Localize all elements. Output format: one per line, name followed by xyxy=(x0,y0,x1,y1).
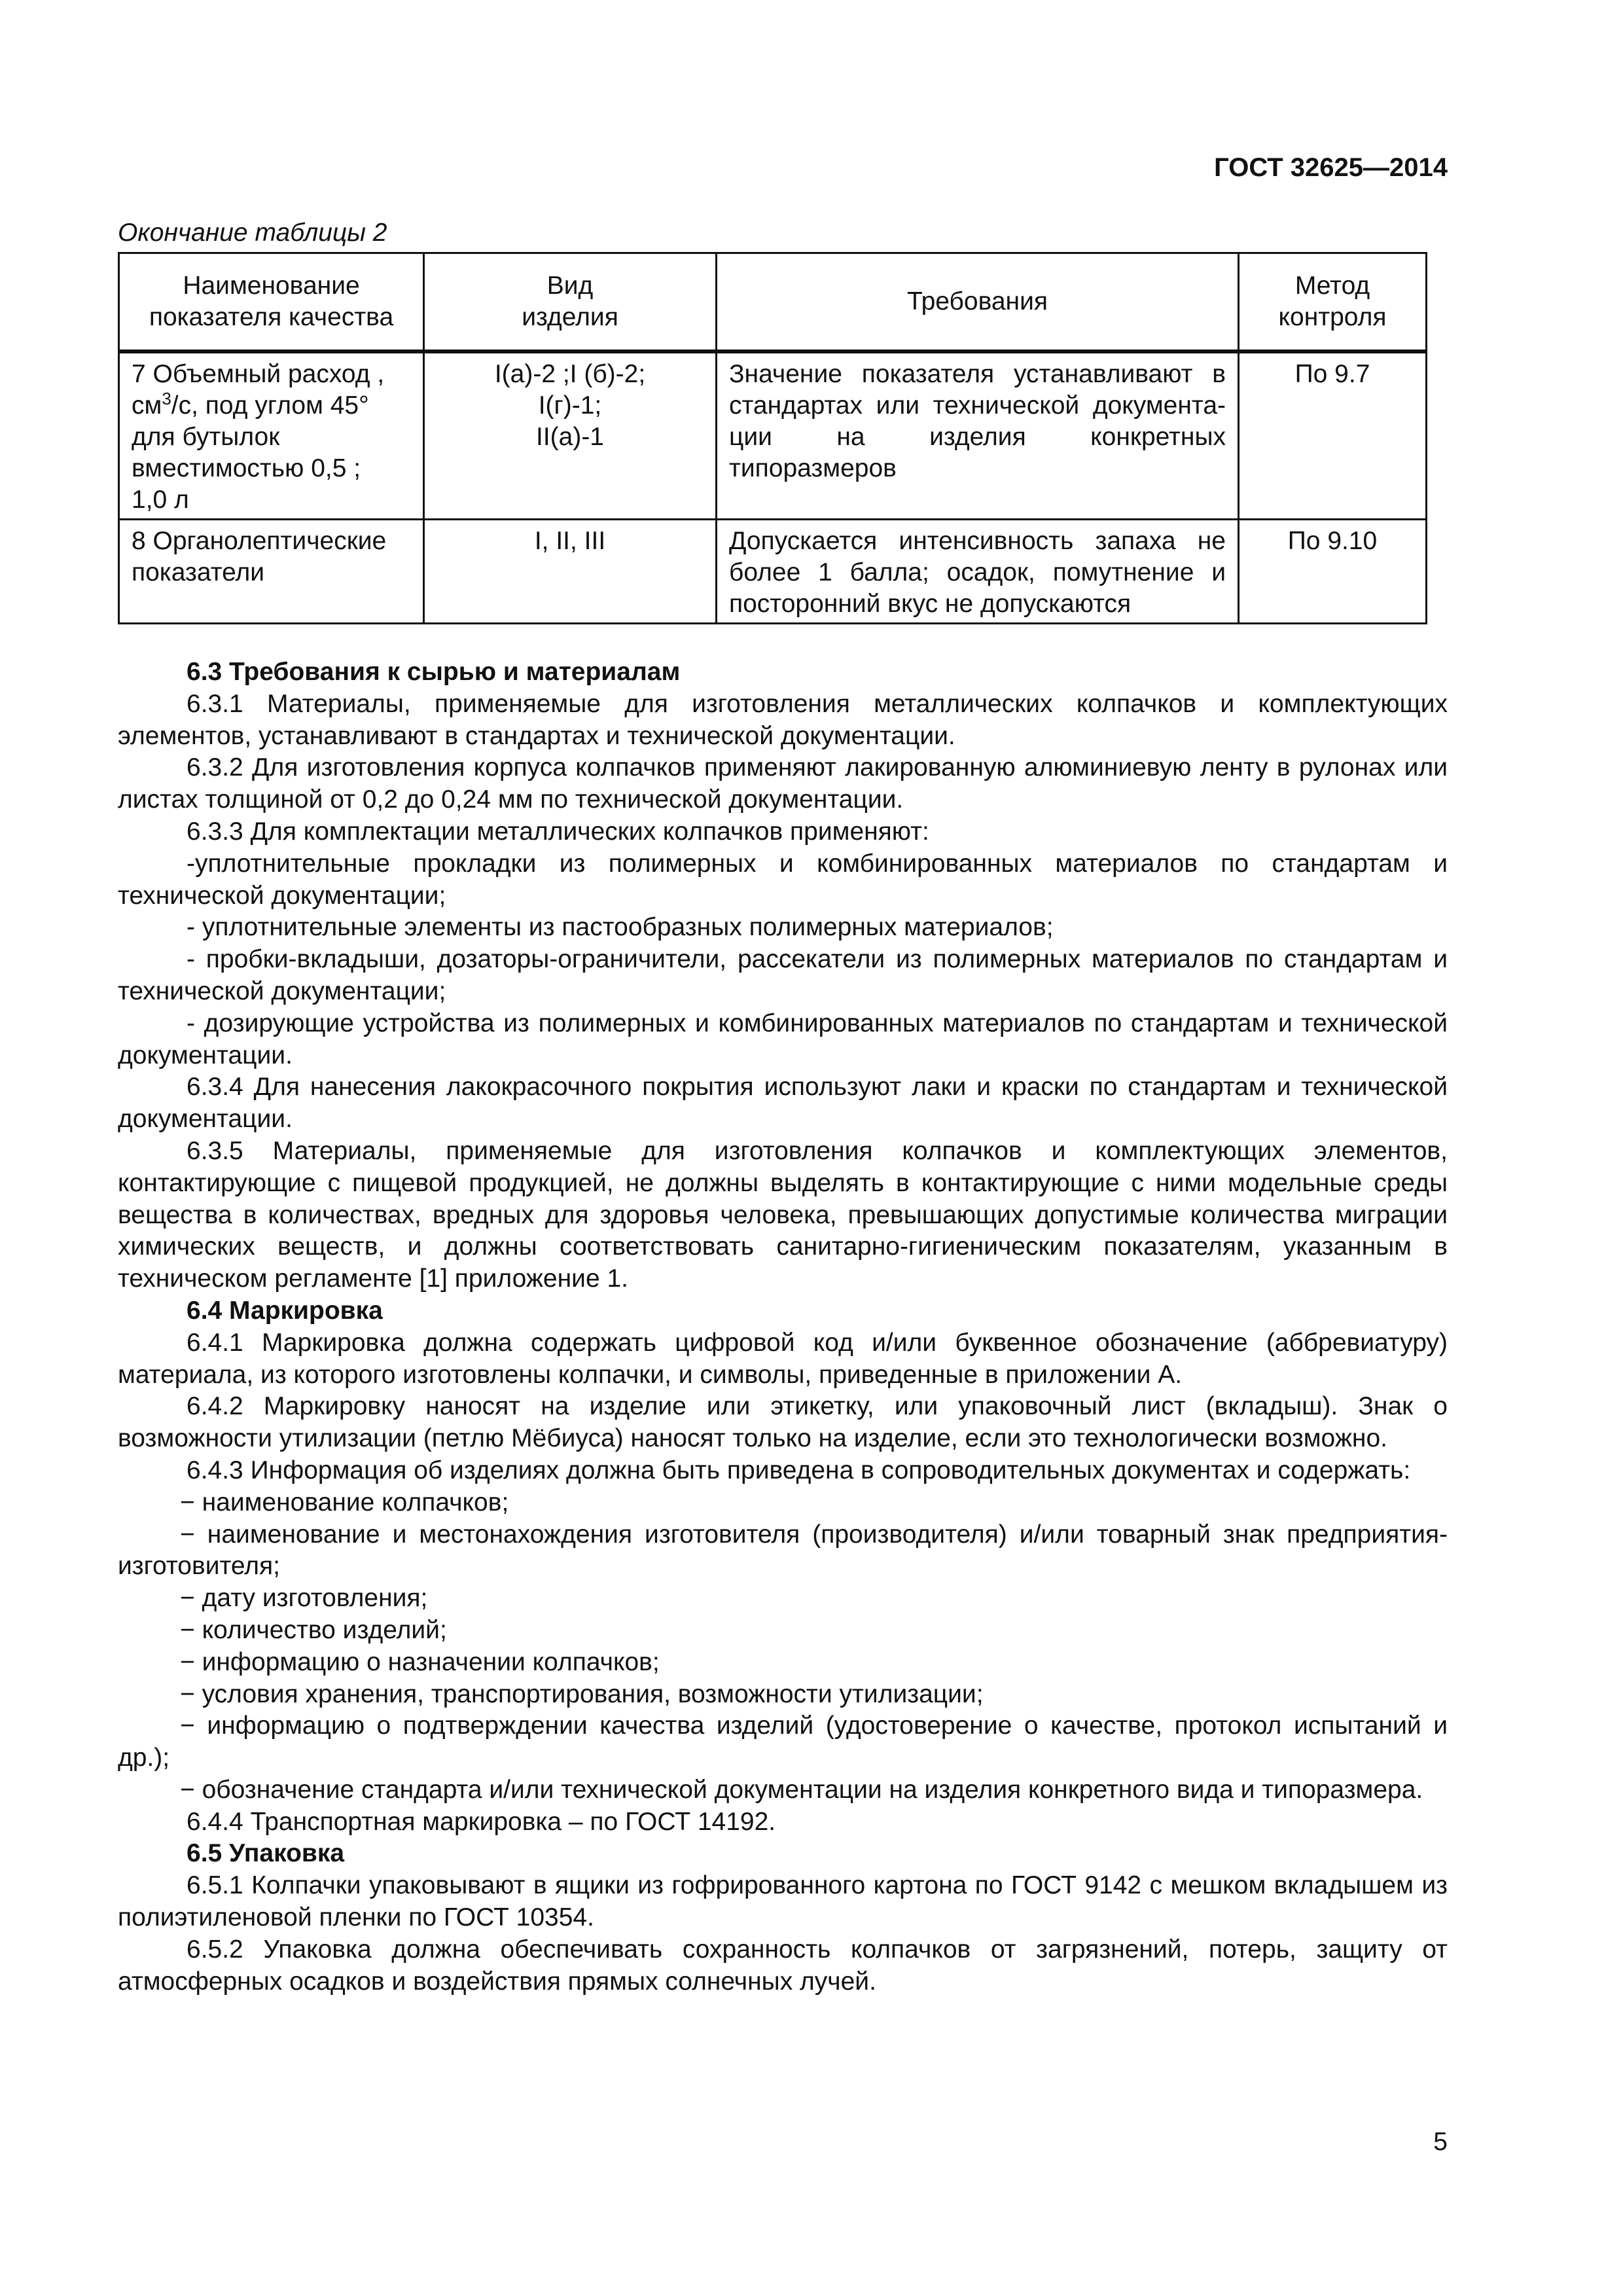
table-cell-method: По 9.10 xyxy=(1239,520,1427,624)
paragraph: 6.3.3 Для комплектации металлических колпачков применяют: xyxy=(187,817,929,846)
paragraph: 6.3.2 Для изготовления корпуса колпачков применяют лакированную алюминиевую ленту в рулонах или листах толщиной от 0,2 до 0,24 мм по технической документации. xyxy=(118,753,1448,814)
paragraph: 6.3.4 Для нанесения лакокрасочного покрытия используют лаки и краски по стандартам и технической документации. xyxy=(118,1073,1448,1134)
page-number: 5 xyxy=(1433,2128,1448,2156)
list-item: − информацию о подтверждении качества изделий (удостоверение о качестве, протокол испытаний и др.); xyxy=(118,1712,1448,1772)
table-cell-name: 7 Объемный расход , $см^3/с$, под углом 45° для бутылок вместимостью 0,5 ; 1,0 л xyxy=(119,351,424,520)
table-caption: Окончание таблицы 2 xyxy=(118,219,387,247)
paragraph: 6.4.2 Маркировку наносят на изделие или этикетку, или упаковочный лист (вкладыш). Знак о возможности утилизации (петлю Мёбиуса) наносят только на изделие, если это технологически возможно. xyxy=(118,1392,1448,1453)
column-header-method: Метод контроля xyxy=(1239,253,1427,352)
list-item: − наименование и местонахождения изготовителя (производителя) и/или товарный знак предприятия-изготовителя; xyxy=(118,1520,1448,1581)
paragraph: 6.5.2 Упаковка должна обеспечивать сохранность колпачков от загрязнений, потерь, защиту от атмосферных осадков и воздействия прямых солнечных лучей. xyxy=(118,1935,1448,1996)
table-cell-requirement: Значение показателя устанавливают в стандартах или технической документа- ции на изделия конкретных типоразмеров xyxy=(717,351,1239,520)
table-header-row xyxy=(119,253,1427,352)
quality-table xyxy=(118,252,1427,624)
section-heading: 6.4 Маркировка xyxy=(187,1296,383,1325)
list-item: − информацию о назначении колпачков; xyxy=(180,1647,660,1676)
table-row xyxy=(119,520,1427,624)
paragraph: 6.4.4 Транспортная маркировка – по ГОСТ 14192. xyxy=(187,1807,776,1836)
table-cell-method: По 9.7 xyxy=(1239,351,1427,520)
list-item: − обозначение стандарта и/или технической документации на изделия конкретного вида и типоразмера. xyxy=(180,1775,1423,1804)
column-header-requirements: Требования xyxy=(717,253,1239,352)
list-item: − количество изделий; xyxy=(180,1615,447,1644)
table-cell-name: 8 Органолептические показатели xyxy=(119,520,424,624)
paragraph: 6.4.1 Маркировка должна содержать цифровой код и/или буквенное обозначение (аббревиатуру) материала, из которого изготовлены колпачки, и символы, приведенные в приложении А. xyxy=(118,1328,1448,1389)
paragraph: -уплотнительные прокладки из полимерных и комбинированных материалов по стандартам и технической документации; xyxy=(118,849,1448,910)
column-header-name: Наименование показателя качества xyxy=(119,253,424,352)
section-heading: 6.3 Требования к сырью и материалам xyxy=(187,658,681,686)
list-item: − условия хранения, транспортирования, возможности утилизации; xyxy=(180,1679,984,1708)
column-header-kind: Вид изделия xyxy=(424,253,717,352)
table-cell-kind: I, II, III xyxy=(424,520,717,624)
table-cell-requirement: Допускается интенсивность запаха не более 1 балла; осадок, помутнение и посторонний вкус не допускаются xyxy=(717,520,1239,624)
document-header: ГОСТ 32625—2014 xyxy=(1214,153,1448,182)
paragraph: - дозирующие устройства из полимерных и комбинированных материалов по стандартам и технической документации. xyxy=(118,1009,1448,1069)
section-heading: 6.5 Упаковка xyxy=(187,1839,345,1868)
table-cell-kind: I(а)-2 ;I (б)-2; I(г)-1; II(а)-1 xyxy=(424,351,717,520)
paragraph: 6.3.5 Материалы, применяемые для изготовления колпачков и комплектующих элементов, контактирующие с пищевой продукцией, не должны выделять в контактирующие с ними модельные среды вещества в количествах, вредных для здоровья человека, превышающих допустимые количества миграции химических веществ, и должны соответствовать санитарно-гигиеническим показателям, указанным в техническом регламенте [1] приложение 1. xyxy=(118,1136,1448,1293)
list-item: − дату изготовления; xyxy=(180,1584,428,1613)
body-text xyxy=(118,656,1448,1998)
paragraph: 6.3.1 Материалы, применяемые для изготовления металлических колпачков и комплектующих элементов, устанавливают в стандартах и технической документации. xyxy=(118,689,1448,750)
paragraph: - пробки-вкладыши, дозаторы-ограничители, рассекатели из полимерных материалов по стандартам и технической документации; xyxy=(118,945,1448,1005)
paragraph: 6.5.1 Колпачки упаковывают в ящики из гофрированного картона по ГОСТ 9142 с мешком вкладышем из полиэтиленовой пленки по ГОСТ 10354. xyxy=(118,1871,1448,1932)
table-row xyxy=(119,351,1427,520)
paragraph: - уплотнительные элементы из пастообразных полимерных материалов; xyxy=(187,913,1054,942)
list-item: − наименование колпачков; xyxy=(180,1488,509,1516)
paragraph: 6.4.3 Информация об изделиях должна быть приведена в сопроводительных документах и содержать: xyxy=(187,1456,1411,1484)
